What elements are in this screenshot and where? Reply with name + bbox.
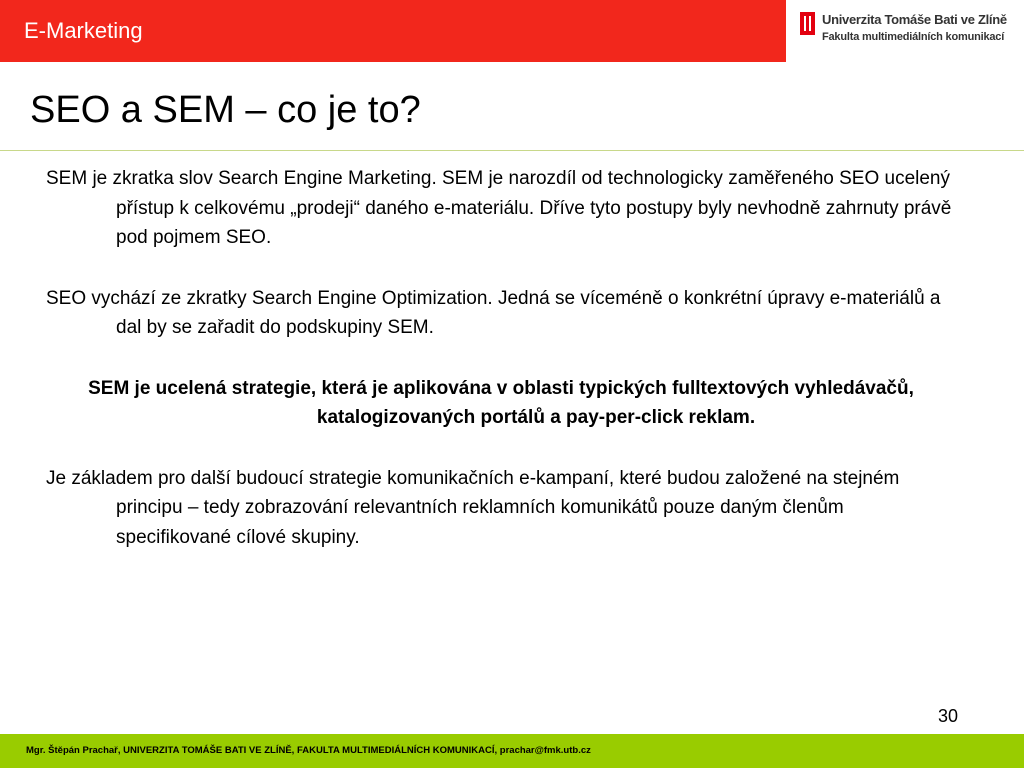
paragraph-sem-definition: SEM je zkratka slov Search Engine Marketing. SEM je narozdíl od technologicky zaměřeného SEO ucelený přístup k celkovému „prodeji“ daného e-materiálu. Dříve tyto postupy byly nevhodně zahrnuty právě pod pojmem SEO. <box>46 168 952 248</box>
slide-title: SEO a SEM – co je to? <box>30 89 421 131</box>
header-bar <box>0 0 786 62</box>
university-name: Univerzita Tomáše Bati ve Zlíně <box>822 12 1007 27</box>
university-logo <box>800 10 1024 50</box>
slide-content <box>46 164 956 583</box>
faculty-name: Fakulta multimediálních komunikací <box>822 31 1005 43</box>
university-logo-icon <box>800 12 815 35</box>
paragraph-seo-definition: SEO vychází ze zkratky Search Engine Optimization. Jedná se víceméně o konkrétní úpravy e-materiálů a dal by se zařadit do podskupiny SEM. <box>46 287 941 338</box>
paragraph-future-strategy: Je základem pro další budoucí strategie komunikačních e-kampaní, které budou založené na stejném principu – tedy zobrazování relevantních reklamních komunikátů pouze daným členům specifikované cílové skupiny. <box>46 467 900 548</box>
page-number: 30 <box>938 706 959 726</box>
course-title: E-Marketing <box>24 18 143 43</box>
title-divider <box>0 150 1024 151</box>
footer-text: Mgr. Štěpán Prachař, UNIVERZITA TOMÁŠE BATI VE ZLÍNĚ, FAKULTA MULTIMEDIÁLNÍCH KOMUNIKACÍ, prachar@fmk.utb.cz <box>26 745 591 756</box>
footer-bar <box>0 734 1024 768</box>
paragraph-sem-strategy: SEM je ucelená strategie, která je aplikována v oblasti typických fulltextových vyhledávačů, katalogizovaných portálů a pay-per-click reklam. <box>88 377 914 428</box>
